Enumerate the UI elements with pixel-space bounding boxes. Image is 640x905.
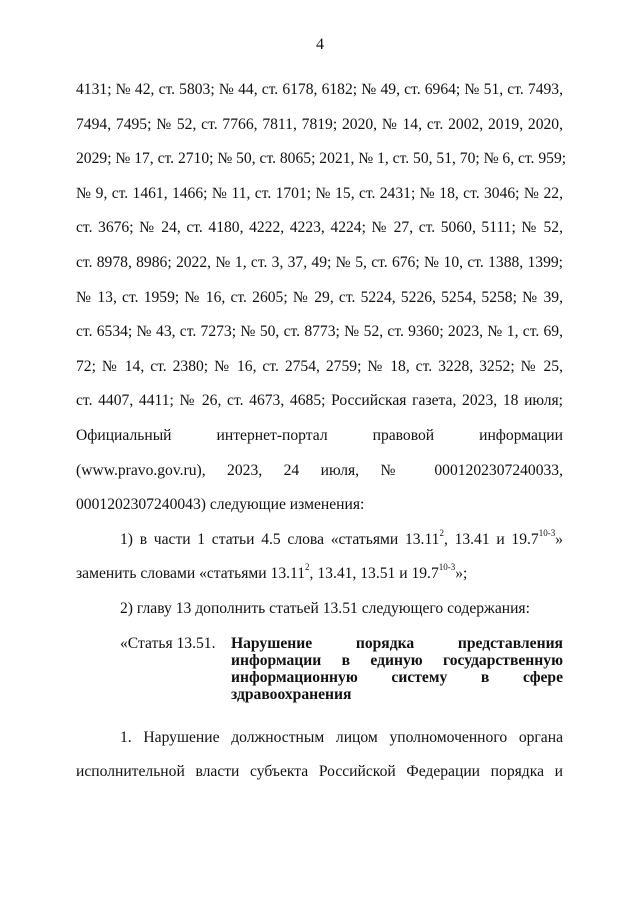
superscript: 10-3 bbox=[438, 562, 456, 573]
text-line: № 9, ст. 1461, 1466; № 11, ст. 1701; № 15, ст. 2431; № 18, ст. 3046; № 22, bbox=[76, 184, 563, 202]
text-line: 0001202307240043) следующие изменения: bbox=[76, 496, 365, 514]
text-line: 2029; № 17, ст. 2710; № 50, ст. 8065; 2021, № 1, ст. 50, 51, 70; № 6, ст. 959; bbox=[76, 150, 567, 168]
article-title-line: Нарушение порядка представления bbox=[231, 634, 563, 652]
item-1-text-c: » bbox=[555, 530, 563, 548]
text-line: Официальный интернет-портал правовой информации bbox=[76, 426, 563, 444]
paragraph-line: исполнительной власти субъекта Российской Федерации порядка и bbox=[76, 763, 563, 781]
item-1-line-1 bbox=[76, 523, 563, 558]
superscript: 2 bbox=[305, 562, 310, 573]
text-line: 4131; № 42, ст. 5803; № 44, ст. 6178, 6182; № 49, ст. 6964; № 51, ст. 7493, bbox=[76, 81, 563, 98]
text-line: ст. 4407, 4411; № 26, ст. 4673, 4685; Российская газета, 2023, 18 июля; bbox=[76, 392, 563, 410]
page-number: 4 bbox=[316, 36, 324, 53]
text-line: ст. 3676; № 24, ст. 4180, 4222, 4223, 4224; № 27, ст. 5060, 5111; № 52, bbox=[76, 219, 563, 237]
article-title-line: информации в единую государственную bbox=[231, 651, 563, 669]
text-line: ст. 8978, 8986; 2022, № 1, ст. 3, 37, 49; № 5, ст. 676; № 10, ст. 1388, 1399; bbox=[76, 253, 563, 271]
item-1-text-b2: , 13.41, 13.51 и 19.7 bbox=[309, 565, 439, 583]
text-line: № 13, ст. 1959; № 16, ст. 2605; № 29, ст. 5224, 5226, 5254, 5258; № 39, bbox=[76, 288, 563, 306]
superscript: 10-3 bbox=[538, 527, 556, 538]
item-2: 2) главу 13 дополнить статьей 13.51 следующего содержания: bbox=[120, 599, 530, 617]
article-title-line: информационную систему в сфере bbox=[231, 668, 563, 686]
item-1-line-2 bbox=[76, 557, 563, 592]
item-1-text-a2: заменить словами «статьями 13.11 bbox=[76, 565, 306, 583]
text-line: 72; № 14, ст. 2380; № 16, ст. 2754, 2759; № 18, ст. 3228, 3252; № 25, bbox=[76, 357, 563, 375]
item-1-text-b: , 13.41 и 19.7 bbox=[443, 530, 539, 548]
superscript: 2 bbox=[439, 527, 444, 538]
document-body bbox=[76, 73, 567, 790]
article-title-line: здравоохранения bbox=[231, 685, 352, 703]
article-label: «Статья 13.51. bbox=[120, 634, 216, 652]
item-1-text-c2: »; bbox=[455, 565, 468, 583]
text-line: ст. 6534; № 43, ст. 7273; № 50, ст. 8773; № 52, ст. 9360; 2023, № 1, ст. 69, bbox=[76, 323, 563, 341]
text-line: 7494, 7495; № 52, ст. 7766, 7811, 7819; 2020, № 14, ст. 2002, 2019, 2020, bbox=[76, 115, 563, 133]
item-1-text-a: 1) в части 1 статьи 4.5 слова «статьями 13.11 bbox=[120, 530, 440, 548]
article-heading bbox=[76, 635, 563, 703]
text-line: (www.pravo.gov.ru), 2023, 24 июля, № 0001202307240033, bbox=[76, 461, 563, 479]
paragraph-line: 1. Нарушение должностным лицом уполномоченного органа bbox=[120, 728, 563, 746]
article-title bbox=[231, 635, 563, 703]
